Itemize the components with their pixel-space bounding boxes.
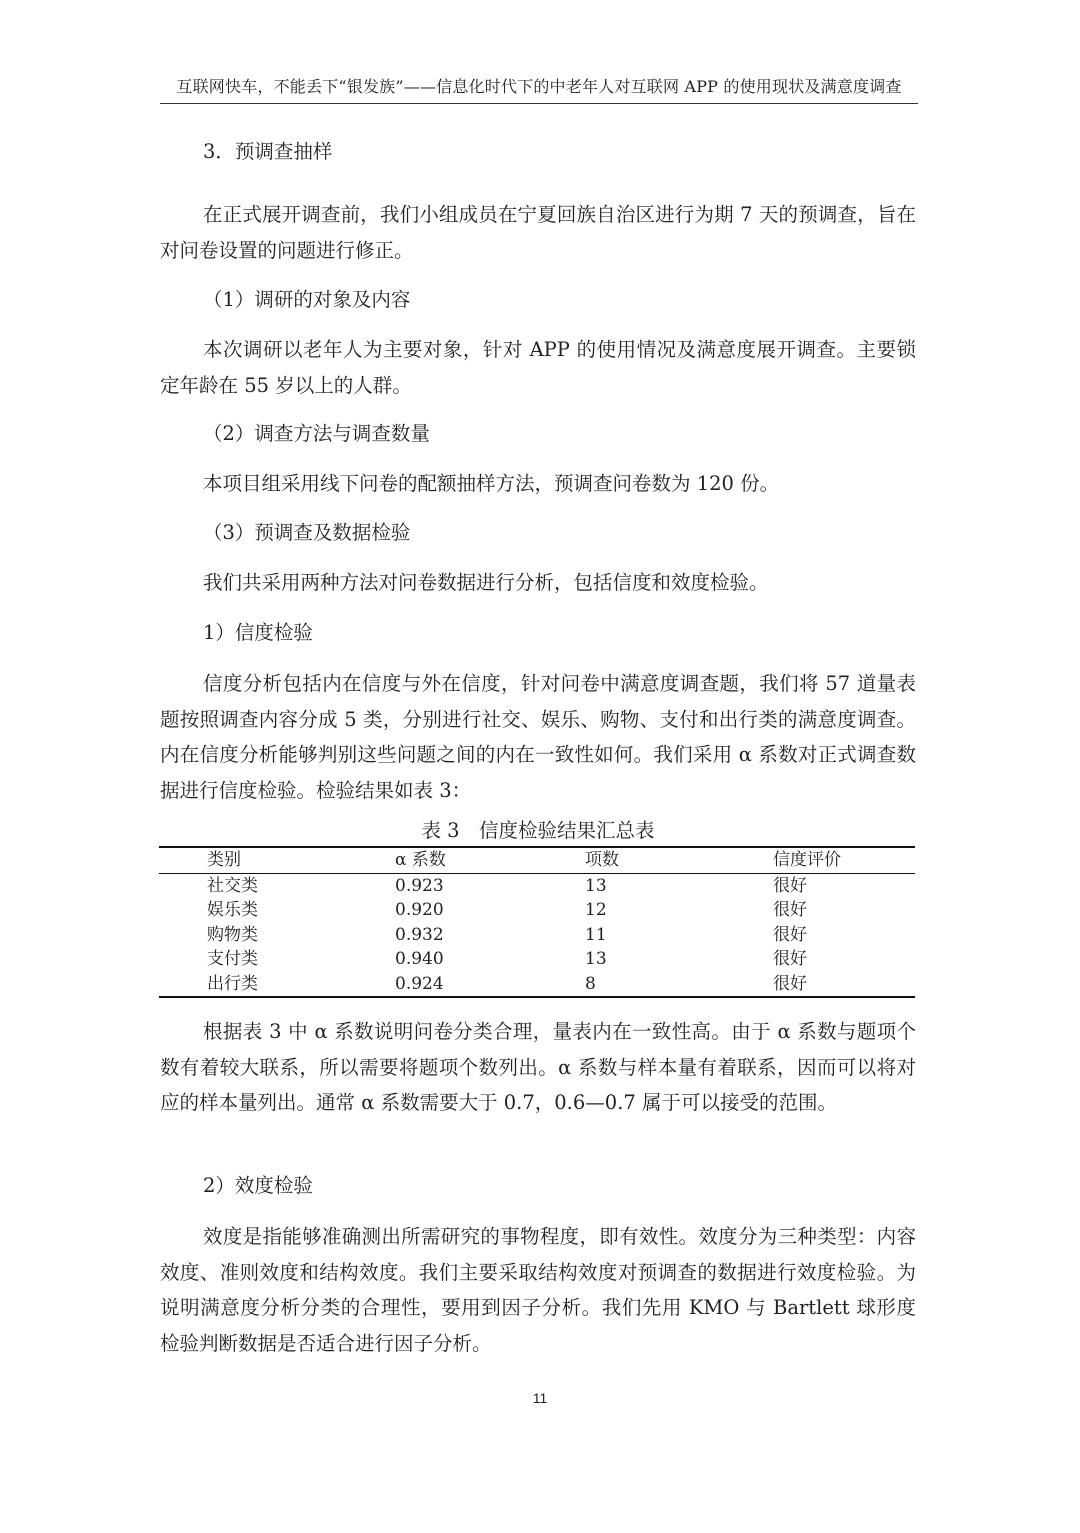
column-header-category: 类别 <box>207 850 241 871</box>
reliability-heading: 1）信度检验 <box>203 621 313 644</box>
cell-alpha: 0.924 <box>395 973 444 994</box>
validity-paragraph: 效度是指能够准确测出所需研究的事物程度，即有效性。效度分为三种类型：内容效度、准则效度和结构效度。我们主要采取结构效度对预调查的数据进行效度检验。为说明满意度分析分类的合理性，要用到因子分析。我们先用 KMO 与 Bartlett 球形度检验判断数据是否适合进行因子分析。 <box>160 1225 916 1355</box>
table-row <box>159 972 915 998</box>
column-header-alpha: α 系数 <box>395 850 446 871</box>
subsection-1-paragraph: 本次调研以老年人为主要对象，针对 APP 的使用情况及满意度展开调查。主要锁定年龄在 55 岁以上的人群。 <box>160 338 916 397</box>
cell-rating: 很好 <box>773 875 807 896</box>
validity-heading: 2）效度检验 <box>203 1174 313 1197</box>
cell-items: 13 <box>585 875 607 896</box>
cell-rating: 很好 <box>773 924 807 945</box>
table-discussion-paragraph: 根据表 3 中 α 系数说明问卷分类合理，量表内在一致性高。由于 α 系数与题项个数有着较大联系，所以需要将题项个数列出。α 系数与样本量有着联系，因而可以将对应的样本量列出。通常 α 系数需要大于 0.7，0.6—0.7 属于可以接受的范围。 <box>160 1020 916 1114</box>
cell-items: 11 <box>585 924 607 945</box>
subsection-heading-3: （3）预调查及数据检验 <box>203 521 411 544</box>
subsection-3-paragraph: 我们共采用两种方法对问卷数据进行分析，包括信度和效度检验。 <box>203 571 769 594</box>
cell-items: 13 <box>585 949 607 970</box>
table-row <box>159 947 915 972</box>
cell-alpha: 0.920 <box>395 900 444 921</box>
cell-alpha: 0.932 <box>395 924 444 945</box>
cell-category: 支付类 <box>207 949 258 970</box>
running-header: 互联网快车，不能丢下“银发族”——信息化时代下的中老年人对互联网 APP 的使用现状及满意度调查 <box>176 77 902 96</box>
table-row <box>159 923 915 948</box>
cell-items: 12 <box>585 900 607 921</box>
reliability-paragraph: 信度分析包括内在信度与外在信度，针对问卷中满意度调查题，我们将 57 道量表题按照调查内容分成 5 类，分别进行社交、娱乐、购物、支付和出行类的满意度调查。内在信度分析能够判别这些问题之间的内在一致性如何。我们采用 α 系数对正式调查数据进行信度检验。检验结果如表 3： <box>160 672 916 802</box>
cell-category: 购物类 <box>207 924 258 945</box>
cell-category: 出行类 <box>207 973 258 994</box>
table-header-row <box>159 847 915 873</box>
column-header-rating: 信度评价 <box>773 850 841 871</box>
cell-rating: 很好 <box>773 973 807 994</box>
column-header-items: 项数 <box>585 850 619 871</box>
subsection-heading-1: （1）调研的对象及内容 <box>203 288 411 311</box>
cell-alpha: 0.923 <box>395 875 444 896</box>
table-row <box>159 898 915 923</box>
table-row <box>159 873 915 898</box>
cell-category: 社交类 <box>207 875 258 896</box>
cell-alpha: 0.940 <box>395 949 444 970</box>
intro-paragraph: 在正式展开调查前，我们小组成员在宁夏回族自治区进行为期 7 天的预调查，旨在对问卷设置的问题进行修正。 <box>160 203 916 262</box>
cell-items: 8 <box>585 973 596 994</box>
cell-category: 娱乐类 <box>207 900 258 921</box>
subsection-heading-2: （2）调查方法与调查数量 <box>203 422 430 445</box>
cell-rating: 很好 <box>773 900 807 921</box>
section-heading: 3．预调查抽样 <box>203 140 333 163</box>
table-caption: 表 3 信度检验结果汇总表 <box>421 819 655 842</box>
subsection-2-paragraph: 本项目组采用线下问卷的配额抽样方法，预调查问卷数为 120 份。 <box>203 472 780 495</box>
cell-rating: 很好 <box>773 949 807 970</box>
header-divider <box>160 103 918 104</box>
page-number: 11 <box>532 1390 548 1406</box>
reliability-results-table <box>159 846 915 998</box>
